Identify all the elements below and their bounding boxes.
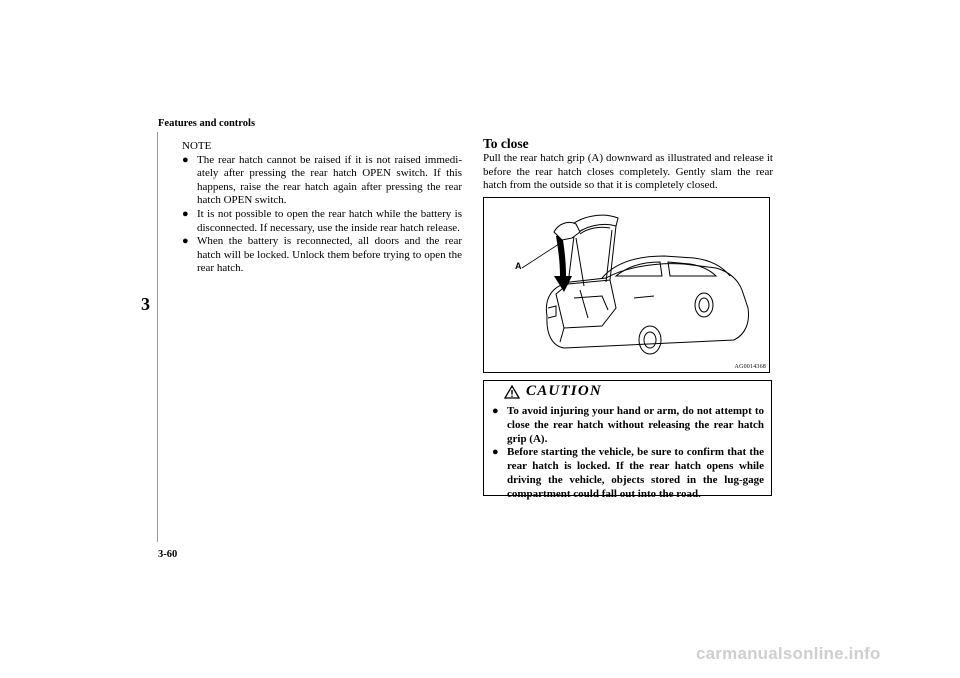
note-label: NOTE: [182, 140, 212, 152]
bullet-icon: ●: [492, 405, 499, 417]
section-title: Features and controls: [158, 118, 256, 129]
caution-header: [504, 383, 624, 401]
chapter-tab-number: 3: [141, 294, 150, 314]
chapter-tab-rule: [157, 132, 158, 542]
caution-item: [492, 446, 764, 501]
note-list: [182, 154, 462, 276]
note-item: [182, 154, 462, 208]
note-item-text: The rear hatch cannot be raised if it is not raised immedi-ately after pressing the rear hatch OPEN switch. If this happens, raise the rear hatch again after pressing the rear hatch OPEN switch.: [197, 153, 462, 207]
page-number: 3-60: [158, 549, 178, 560]
note-item-text: When the battery is reconnected, all doors and the rear hatch will be locked. Unlock them before trying to open the rear hatch.: [197, 235, 462, 275]
bullet-icon: ●: [182, 235, 189, 248]
bullet-icon: ●: [182, 153, 189, 166]
caution-title: CAUTION: [526, 383, 602, 399]
bullet-icon: ●: [492, 446, 499, 459]
caution-item-text: To avoid injuring your hand or arm, do not attempt to close the rear hatch without releasing the rear hatch grip (A).: [507, 405, 764, 445]
rear-hatch-illustration: [483, 197, 770, 373]
note-item-text: It is not possible to open the rear hatch while the battery is disconnected. If necessary, use the inside rear hatch release.: [197, 207, 462, 234]
note-item: [182, 235, 462, 276]
caution-list: [492, 405, 764, 502]
watermark-url: carmanualsonline.info: [696, 644, 881, 663]
note-item: [182, 208, 462, 235]
caution-box: [483, 380, 772, 500]
to-close-paragraph: Pull the rear hatch grip (A) downward as illustrated and release it before the rear hatch closes completely. Gently slam the rear hatch from the outside so that it is completely closed.: [483, 152, 773, 192]
to-close-heading: To close: [483, 136, 529, 151]
caution-item: [492, 405, 764, 446]
warning-triangle-icon: [504, 385, 520, 399]
figure-code: AG0014368: [734, 364, 766, 370]
car-rear-hatch-icon: [484, 198, 769, 372]
bullet-icon: ●: [182, 207, 189, 220]
caution-item-text: Before starting the vehicle, be sure to confirm that the rear hatch is locked. If the rear hatch opens while driving the vehicle, objects stored in the lug-gage compartment could fall out into the road.: [507, 446, 764, 500]
callout-a-label: A: [515, 261, 522, 271]
note-block: [182, 140, 462, 276]
